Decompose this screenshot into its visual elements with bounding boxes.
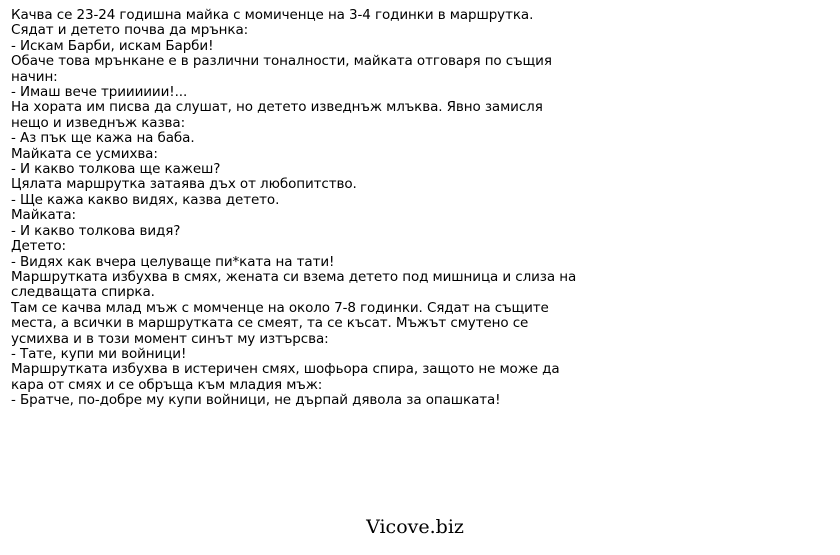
- joke-line: нещо и изведнъж казва:: [11, 114, 186, 131]
- joke-line: Цялата маршрутка затаява дъх от любопитство.: [11, 176, 357, 193]
- joke-line: - Ще кажа какво видях, казва детето.: [11, 191, 280, 208]
- joke-line: Обаче това мрънкане е в различни тоналности, майката отговаря по същия: [11, 53, 552, 70]
- joke-line: На хората им писва да слушат, но детето изведнъж млъква. Явно замисля: [11, 99, 543, 116]
- joke-line: усмихва и в този момент синът му изтърсва:: [11, 330, 329, 347]
- joke-line: Маршрутката избухва в смях, жената си взема детето под мишница и слиза на: [11, 268, 577, 285]
- joke-line: кара от смях и се обръща към младия мъж:: [11, 376, 323, 393]
- joke-line: Маршрутката избухва в истеричен смях, шофьора спира, защото не може да: [11, 361, 560, 378]
- joke-line: Детето:: [11, 238, 66, 255]
- joke-text: [11, 8, 581, 409]
- joke-line: - Имаш вече трииииии!...: [11, 84, 188, 101]
- joke-line: - Тате, купи ми войници!: [11, 345, 187, 362]
- joke-line: Там се качва млад мъж с момченце на около 7-8 годинки. Сядат на същите: [11, 299, 549, 316]
- joke-line: - Искам Барби, искам Барби!: [11, 37, 214, 54]
- joke-line: начин:: [11, 68, 58, 85]
- joke-line: - И какво толкова ще кажеш?: [11, 161, 221, 178]
- joke-line: - И какво толкова видя?: [11, 222, 181, 239]
- joke-line: Майката се усмихва:: [11, 145, 158, 162]
- site-watermark: Vicove.biz: [366, 516, 464, 538]
- joke-line: Сядат и детето почва да мрънка:: [11, 22, 249, 39]
- joke-line: - Братче, по-добре му купи войници, не дърпай дявола за опашката!: [11, 392, 501, 409]
- joke-line: - Видях как вчера целуваще пи*ката на тати!: [11, 253, 335, 270]
- joke-line: следващата спирка.: [11, 284, 155, 301]
- joke-line: Качва се 23-24 годишна майка с момиченце на 3-4 годинки в маршрутка.: [11, 7, 534, 23]
- joke-line: Майката:: [11, 207, 77, 224]
- joke-line: - Аз пък ще кажа на баба.: [11, 130, 195, 147]
- joke-line: места, а всички в маршрутката се смеят, та се късат. Мъжът смутено се: [11, 315, 529, 332]
